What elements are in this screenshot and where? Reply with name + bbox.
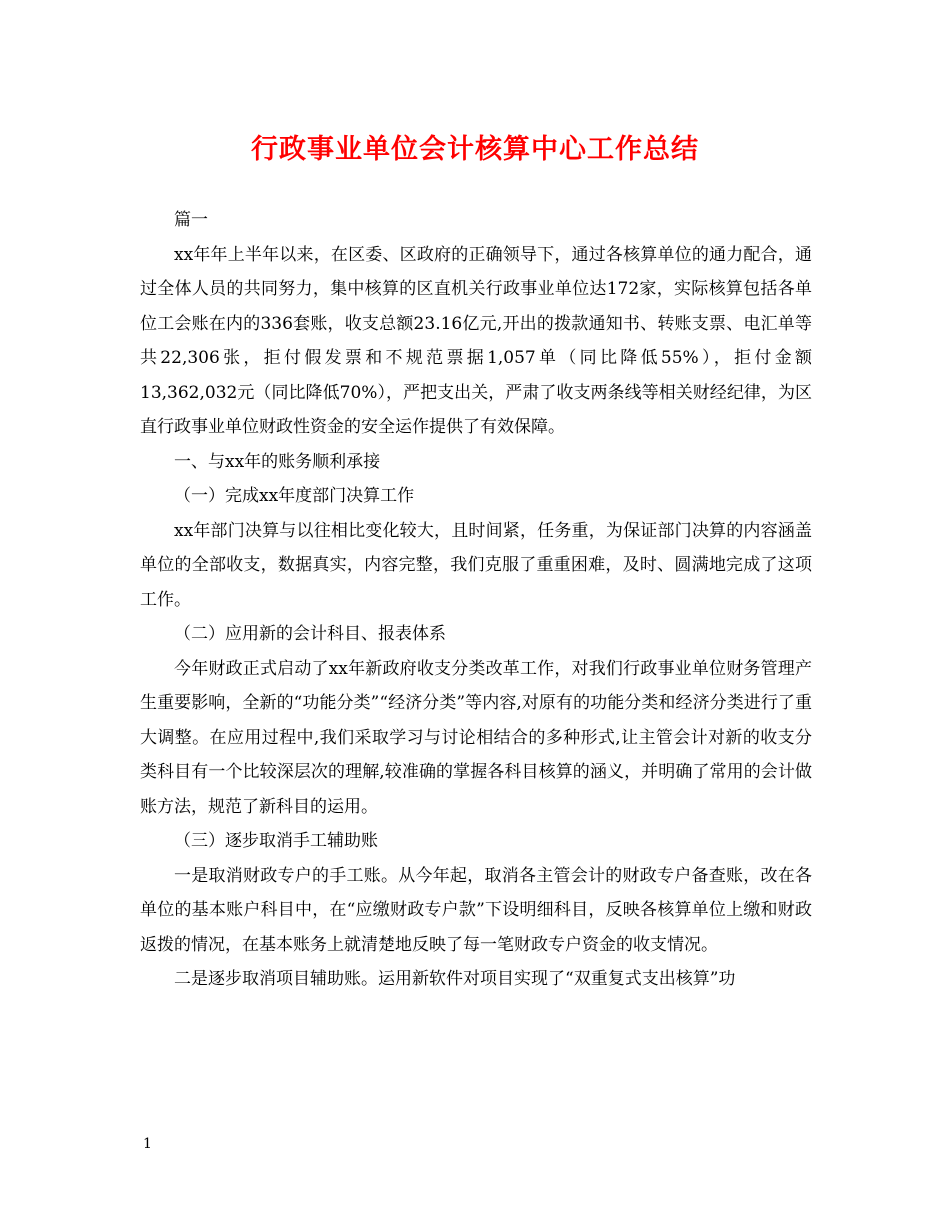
body-paragraph: xx年部门决算与以往相比变化较大，且时间紧，任务重，为保证部门决算的内容涵盖单位的全部收支，数据真实，内容完整，我们克服了重重困难，及时、圆满地完成了这项工作。 — [140, 520, 812, 610]
body-paragraph: 一是取消财政专户的手工账。从今年起，取消各主管会计的财政专户备查账，改在各单位的基本账户科目中，在“应缴财政专户款”下设明细科目，反映各核算单位上缴和财政返拨的情况，在基本账务上就清楚地反映了每一笔财政专户资金的收支情况。 — [140, 865, 812, 955]
body-paragraph: 今年财政正式启动了xx年新政府收支分类改革工作，对我们行政事业单位财务管理产生重要影响，全新的“功能分类”“经济分类”等内容,对原有的功能分类和经济分类进行了重大调整。在应用过程中,我们采取学习与讨论相结合的多种形式,让主管会计对新的收支分类科目有一个比较深层次的理解,较准确的掌握各科目核算的涵义，并明确了常用的会计做账方法，规范了新科目的运用。 — [140, 658, 812, 817]
subsection-heading: （二）应用新的会计科目、报表体系 — [174, 624, 446, 644]
section-heading: 一、与xx年的账务顺利承接 — [174, 451, 381, 472]
page-number: 1 — [143, 1136, 152, 1152]
section-label: 篇一 — [174, 210, 208, 230]
subsection-heading: （三）逐步取消手工辅助账 — [174, 831, 378, 851]
subsection-heading: （一）完成xx年度部门决算工作 — [174, 486, 415, 506]
document-title: 行政事业单位会计核算中心工作总结 — [251, 134, 699, 165]
intro-paragraph: xx年年上半年以来，在区委、区政府的正确领导下，通过各核算单位的通力配合，通过全体人员的共同努力，集中核算的区直机关行政事业单位达172家，实际核算包括各单位工会账在内的336套账，收支总额23.16亿元,开出的拨款通知书、转账支票、电汇单等共22,306张，拒付假发票和不规范票据1,057单（同比降低55%），拒付金额13,362,032元（同比降低70%），严把支出关，严肃了收支两条线等相关财经纪律，为区直行政事业单位财政性资金的安全运作提供了有效保障。 — [140, 244, 812, 437]
document-body — [140, 203, 812, 997]
body-paragraph: 二是逐步取消项目辅助账。运用新软件对项目实现了“双重复式支出核算”功 — [174, 969, 736, 989]
